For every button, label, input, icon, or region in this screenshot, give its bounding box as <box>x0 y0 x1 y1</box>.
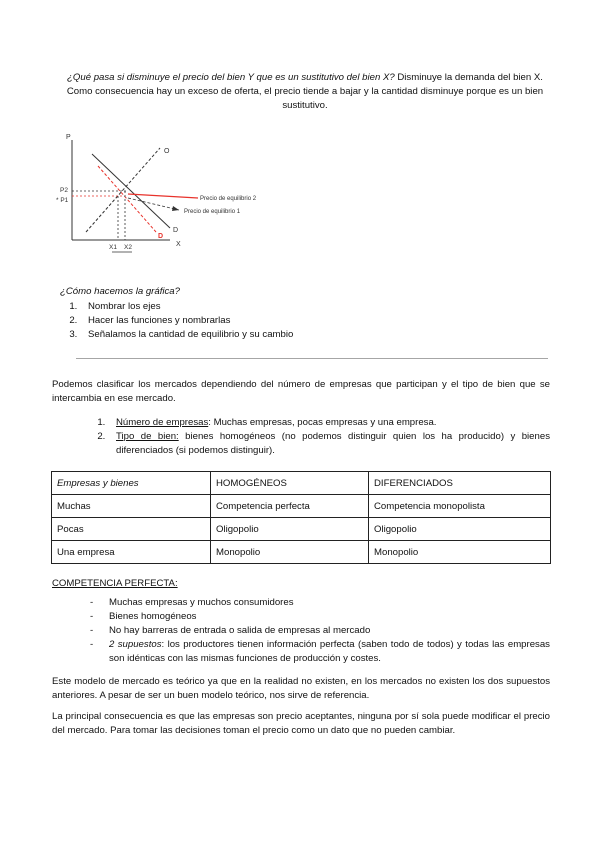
competencia-perfecta-heading: COMPETENCIA PERFECTA: <box>52 578 178 589</box>
list-item <box>90 596 550 610</box>
criteria-desc: : Muchas empresas, pocas empresas y una empresa. <box>208 417 437 428</box>
arrow-head-icon <box>172 206 179 211</box>
p1-label: * P1 <box>56 197 69 204</box>
supply-curve <box>86 148 160 232</box>
dash-bullet: - <box>90 625 94 636</box>
table-header-cell: DIFERENCIADOS <box>369 472 551 495</box>
table-cell: Una empresa <box>52 541 211 564</box>
legend-p1-label: Precio de equilibrio 1 <box>184 209 241 215</box>
list-item <box>90 638 550 666</box>
y-axis-label: P <box>66 134 71 141</box>
table-cell: Competencia monopolista <box>369 495 551 518</box>
list-item-text: No hay barreras de entrada o salida de empresas al mercado <box>109 625 371 636</box>
demand-original-label: D <box>173 227 179 234</box>
criteria-desc: bienes homogéneos (no podemos distinguir quien los ha producido) y bienes diferenciados (si podemos distinguir). <box>116 431 550 456</box>
classification-paragraph: Podemos clasificar los mercados dependiendo del número de empresas que participan y el tipo de bien que se intercambia en ese mercado. <box>52 379 550 404</box>
demand-new-label: D <box>158 233 164 240</box>
criteria-list <box>90 416 550 458</box>
p2-label: P2 <box>60 187 68 194</box>
step-item: 1. Nombrar los ejes <box>80 300 540 314</box>
criteria-term: Tipo de bien: <box>116 431 179 442</box>
list-item <box>90 624 550 638</box>
table-cell: Oligopolio <box>369 518 551 541</box>
demand-curve-original <box>92 154 170 228</box>
demand-curve-new <box>98 166 156 232</box>
supuestos-term: 2 supuestos <box>109 639 162 650</box>
howto-question: ¿Cómo hacemos la gráfica? <box>60 286 180 297</box>
x1-label: X1 <box>109 244 117 251</box>
assumptions-section <box>90 596 550 666</box>
table-cell: Oligopolio <box>211 518 369 541</box>
dash-bullet: - <box>90 639 94 650</box>
steps-list <box>60 300 540 342</box>
intro-paragraph <box>60 71 550 113</box>
supply-demand-graph <box>52 128 282 256</box>
x2-label: X2 <box>124 244 132 251</box>
supuestos-text: : los productores tienen información perfecta (saben todo de todos) y todas las empresas son idénticas con las mismas funciones de producción y costes. <box>109 639 550 664</box>
theory-paragraph: Este modelo de mercado es teórico ya que en la realidad no existen, en los mercados no existen los dos supuestos anteriores. A pesar de ser un buen modelo teórico, nos sirve de referencia. <box>52 676 550 701</box>
intro-question: ¿Qué pasa si disminuye el precio del bien Y que es un sustitutivo del bien X? <box>67 72 395 83</box>
list-item <box>90 610 550 624</box>
table-row <box>52 518 551 541</box>
legend-pointer-p2 <box>128 194 198 198</box>
assumptions-list <box>90 596 550 666</box>
step-item: 3. Señalamos la cantidad de equilibrio y su cambio <box>80 328 540 342</box>
legend-p2-label: Precio de equilibrio 2 <box>200 196 257 202</box>
table-cell: Pocas <box>52 518 211 541</box>
table-row <box>52 495 551 518</box>
list-item-text: Muchas empresas y muchos consumidores <box>109 597 294 608</box>
table-cell: Monopolio <box>211 541 369 564</box>
supply-label: O <box>164 148 170 155</box>
criteria-item-goods <box>108 430 550 458</box>
dash-bullet: - <box>90 611 94 622</box>
horizontal-divider <box>76 358 548 359</box>
criteria-item-firms <box>108 416 550 430</box>
list-item-text: Bienes homogéneos <box>109 611 197 622</box>
table-header-row <box>52 472 551 495</box>
market-types-table <box>51 471 551 564</box>
intro-answer: Disminuye la demanda del bien X. Como consecuencia hay un exceso de oferta, el precio tiende a bajar y la cantidad disminuye porque es un bien sustitutivo. <box>66 72 544 111</box>
table-header-cell: HOMOGÉNEOS <box>211 472 369 495</box>
x-axis-label: X <box>176 241 181 248</box>
criteria-section <box>90 416 550 458</box>
table-row <box>52 541 551 564</box>
criteria-term: Número de empresas <box>116 417 209 428</box>
table-cell: Muchas <box>52 495 211 518</box>
table-cell: Monopolio <box>369 541 551 564</box>
dash-bullet: - <box>90 597 94 608</box>
table-cell: Competencia perfecta <box>211 495 369 518</box>
table-header-cell: Empresas y bienes <box>52 472 211 495</box>
step-item: 2. Hacer las funciones y nombrarlas <box>80 314 540 328</box>
howto-section <box>60 285 540 342</box>
consequence-paragraph: La principal consecuencia es que las empresas son precio aceptantes, ninguna por sí sola puede modificar el precio del mercado. Para tomar las decisiones toman el precio como un dato que no pueden cambiar. <box>52 711 550 736</box>
